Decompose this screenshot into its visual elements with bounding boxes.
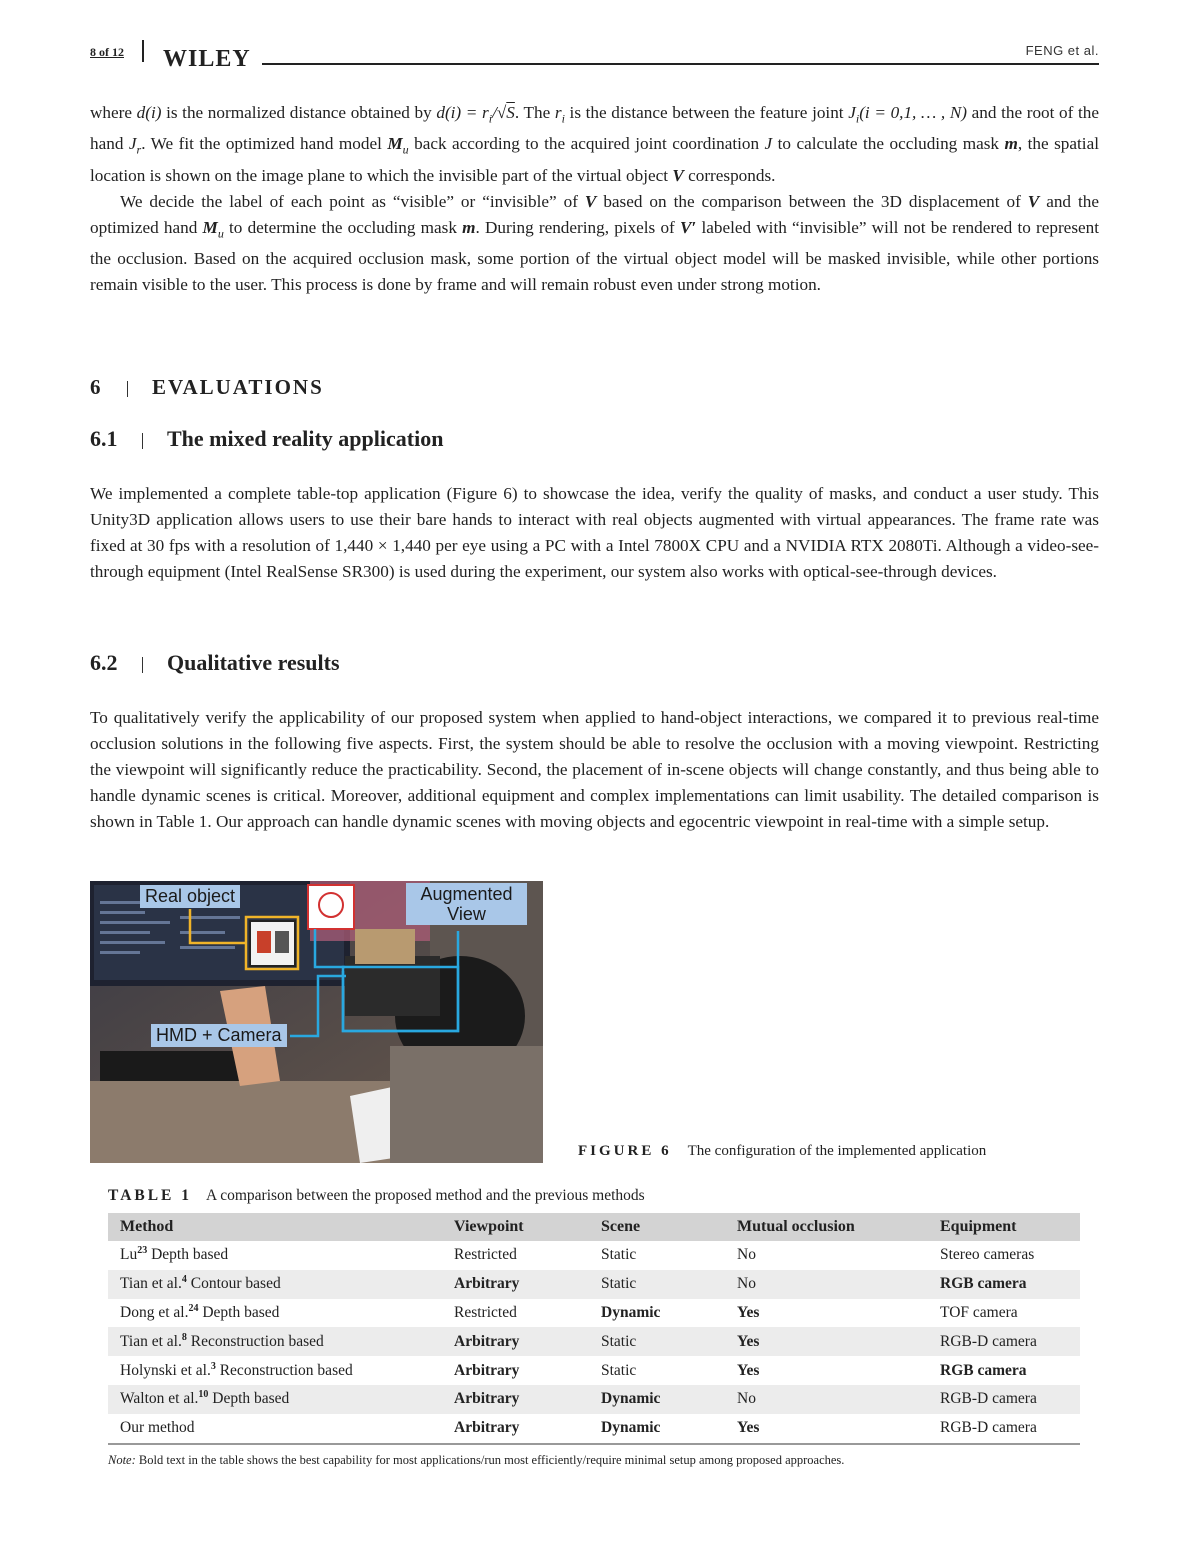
table-header-row bbox=[108, 1213, 1080, 1241]
intro-text bbox=[90, 100, 1099, 298]
table-row: Dong et al.$^{24}$ Depth based Restricted Dynamic Yes TOF camera bbox=[120, 1302, 1018, 1321]
col-equipment: Equipment bbox=[928, 1213, 1080, 1241]
comparison-table bbox=[108, 1213, 1080, 1445]
annotation-augmented-view: Augmented View bbox=[406, 883, 527, 925]
figure-6-photo bbox=[90, 881, 543, 1163]
section-heading-6: 6 EVALUATIONS bbox=[90, 375, 324, 399]
paragraph-1: where d(i) is the normalized distance obtained by $d(i) = r_i/√S$. The $r_i$ is the distance between the feature joint $J_i(i = 0,1$, … , N) and the root of the hand $J_r$. We fit the optimized hand model $M_u$ back according to the acquired joint coordination J to calculate the occluding mask m, the spatial location is shown on the image plane to which the invisible part of the virtual object V corresponds. bbox=[90, 103, 1099, 185]
header-divider bbox=[142, 40, 144, 62]
col-mutual-occlusion: Mutual occlusion bbox=[725, 1213, 928, 1241]
table-note: Note: Bold text in the table shows the best capability for most applications/run most efficiently/require minimal setup among proposed approaches. bbox=[108, 1453, 845, 1467]
section-6-1-text: We implemented a complete table-top application (Figure 6) to showcase the idea, verify the quality of masks, and conduct a user study. This Unity3D application allows users to use their bare hands to interact with real objects augmented with virtual appearances. The frame rate was fixed at 30 fps with a resolution of 1,440 × 1,440 per eye using a PC with a Intel 7800X CPU and a NVIDIA RTX 2080Ti. Although a video-see-through equipment (Intel RealSense SR300) is used during the experiment, our system also works with optical-see-through devices. bbox=[90, 484, 1099, 581]
annotation-real-object: Real object bbox=[140, 885, 240, 908]
table-row: Lu$^{23}$ Depth based Restricted Static No Stereo cameras bbox=[120, 1245, 1035, 1264]
figure-6-caption: FIGURE 6 The configuration of the implemented application bbox=[578, 1143, 987, 1159]
section-6-2-text: To qualitatively verify the applicability of our proposed system when applied to hand-object interactions, we compared it to previous real-time occlusion solutions in the following five aspects. First, the system should be able to resolve the occlusion with a moving viewpoint. Restricting the viewpoint will significantly reduce the practicability. Second, the placement of in-scene objects will change constantly, and thus being able to handle dynamic scenes is critical. Moreover, additional equipment and complex implementations can limit usability. The detailed comparison is shown in Table 1. Our approach can handle dynamic scenes with moving objects and egocentric viewpoint in real-time with a simple setup. bbox=[90, 708, 1099, 831]
col-method: Method bbox=[108, 1213, 442, 1241]
annotation-hmd-camera: HMD + Camera bbox=[151, 1024, 287, 1047]
table-1-caption: TABLE 1 A comparison between the proposed method and the previous methods bbox=[108, 1187, 645, 1204]
paragraph-2: We decide the label of each point as “visible” or “invisible” of V based on the comparison between the 3D displacement of V and the optimized hand $M_u$ to determine the occluding mask m. During rendering, pixels of V′ labeled with “invisible” will not be rendered to represent the occlusion. Based on the acquired occlusion mask, some portion of the virtual object model will be masked invisible, while other portions remain visible to the user. This process is done by frame and will remain robust even under strong motion. bbox=[90, 191, 1100, 295]
page-number: 8 of 12 bbox=[90, 45, 124, 59]
section-heading-6-1: 6.1 The mixed reality application bbox=[90, 426, 444, 451]
section-heading-6-2: 6.2 Qualitative results bbox=[90, 650, 340, 675]
col-viewpoint: Viewpoint bbox=[442, 1213, 589, 1241]
table-row: Holynski et al.$^3$ Reconstruction based Arbitrary Static Yes RGB camera bbox=[120, 1360, 1027, 1379]
table-row: Walton et al.$^{10}$ Depth based Arbitrary Dynamic No RGB-D camera bbox=[108, 1385, 1080, 1414]
table-row: Tian et al.$^8$ Reconstruction based Arbitrary Static Yes RGB-D camera bbox=[108, 1327, 1080, 1356]
table-row: Our method Arbitrary Dynamic Yes RGB-D camera bbox=[108, 1414, 1080, 1444]
journal-logo: WILEY bbox=[163, 46, 251, 72]
col-scene: Scene bbox=[589, 1213, 725, 1241]
header-rule bbox=[262, 63, 1099, 65]
table-row: Tian et al.$^4$ Contour based Arbitrary Static No RGB camera bbox=[108, 1270, 1080, 1299]
running-authors: FENG et al. bbox=[1025, 43, 1099, 58]
